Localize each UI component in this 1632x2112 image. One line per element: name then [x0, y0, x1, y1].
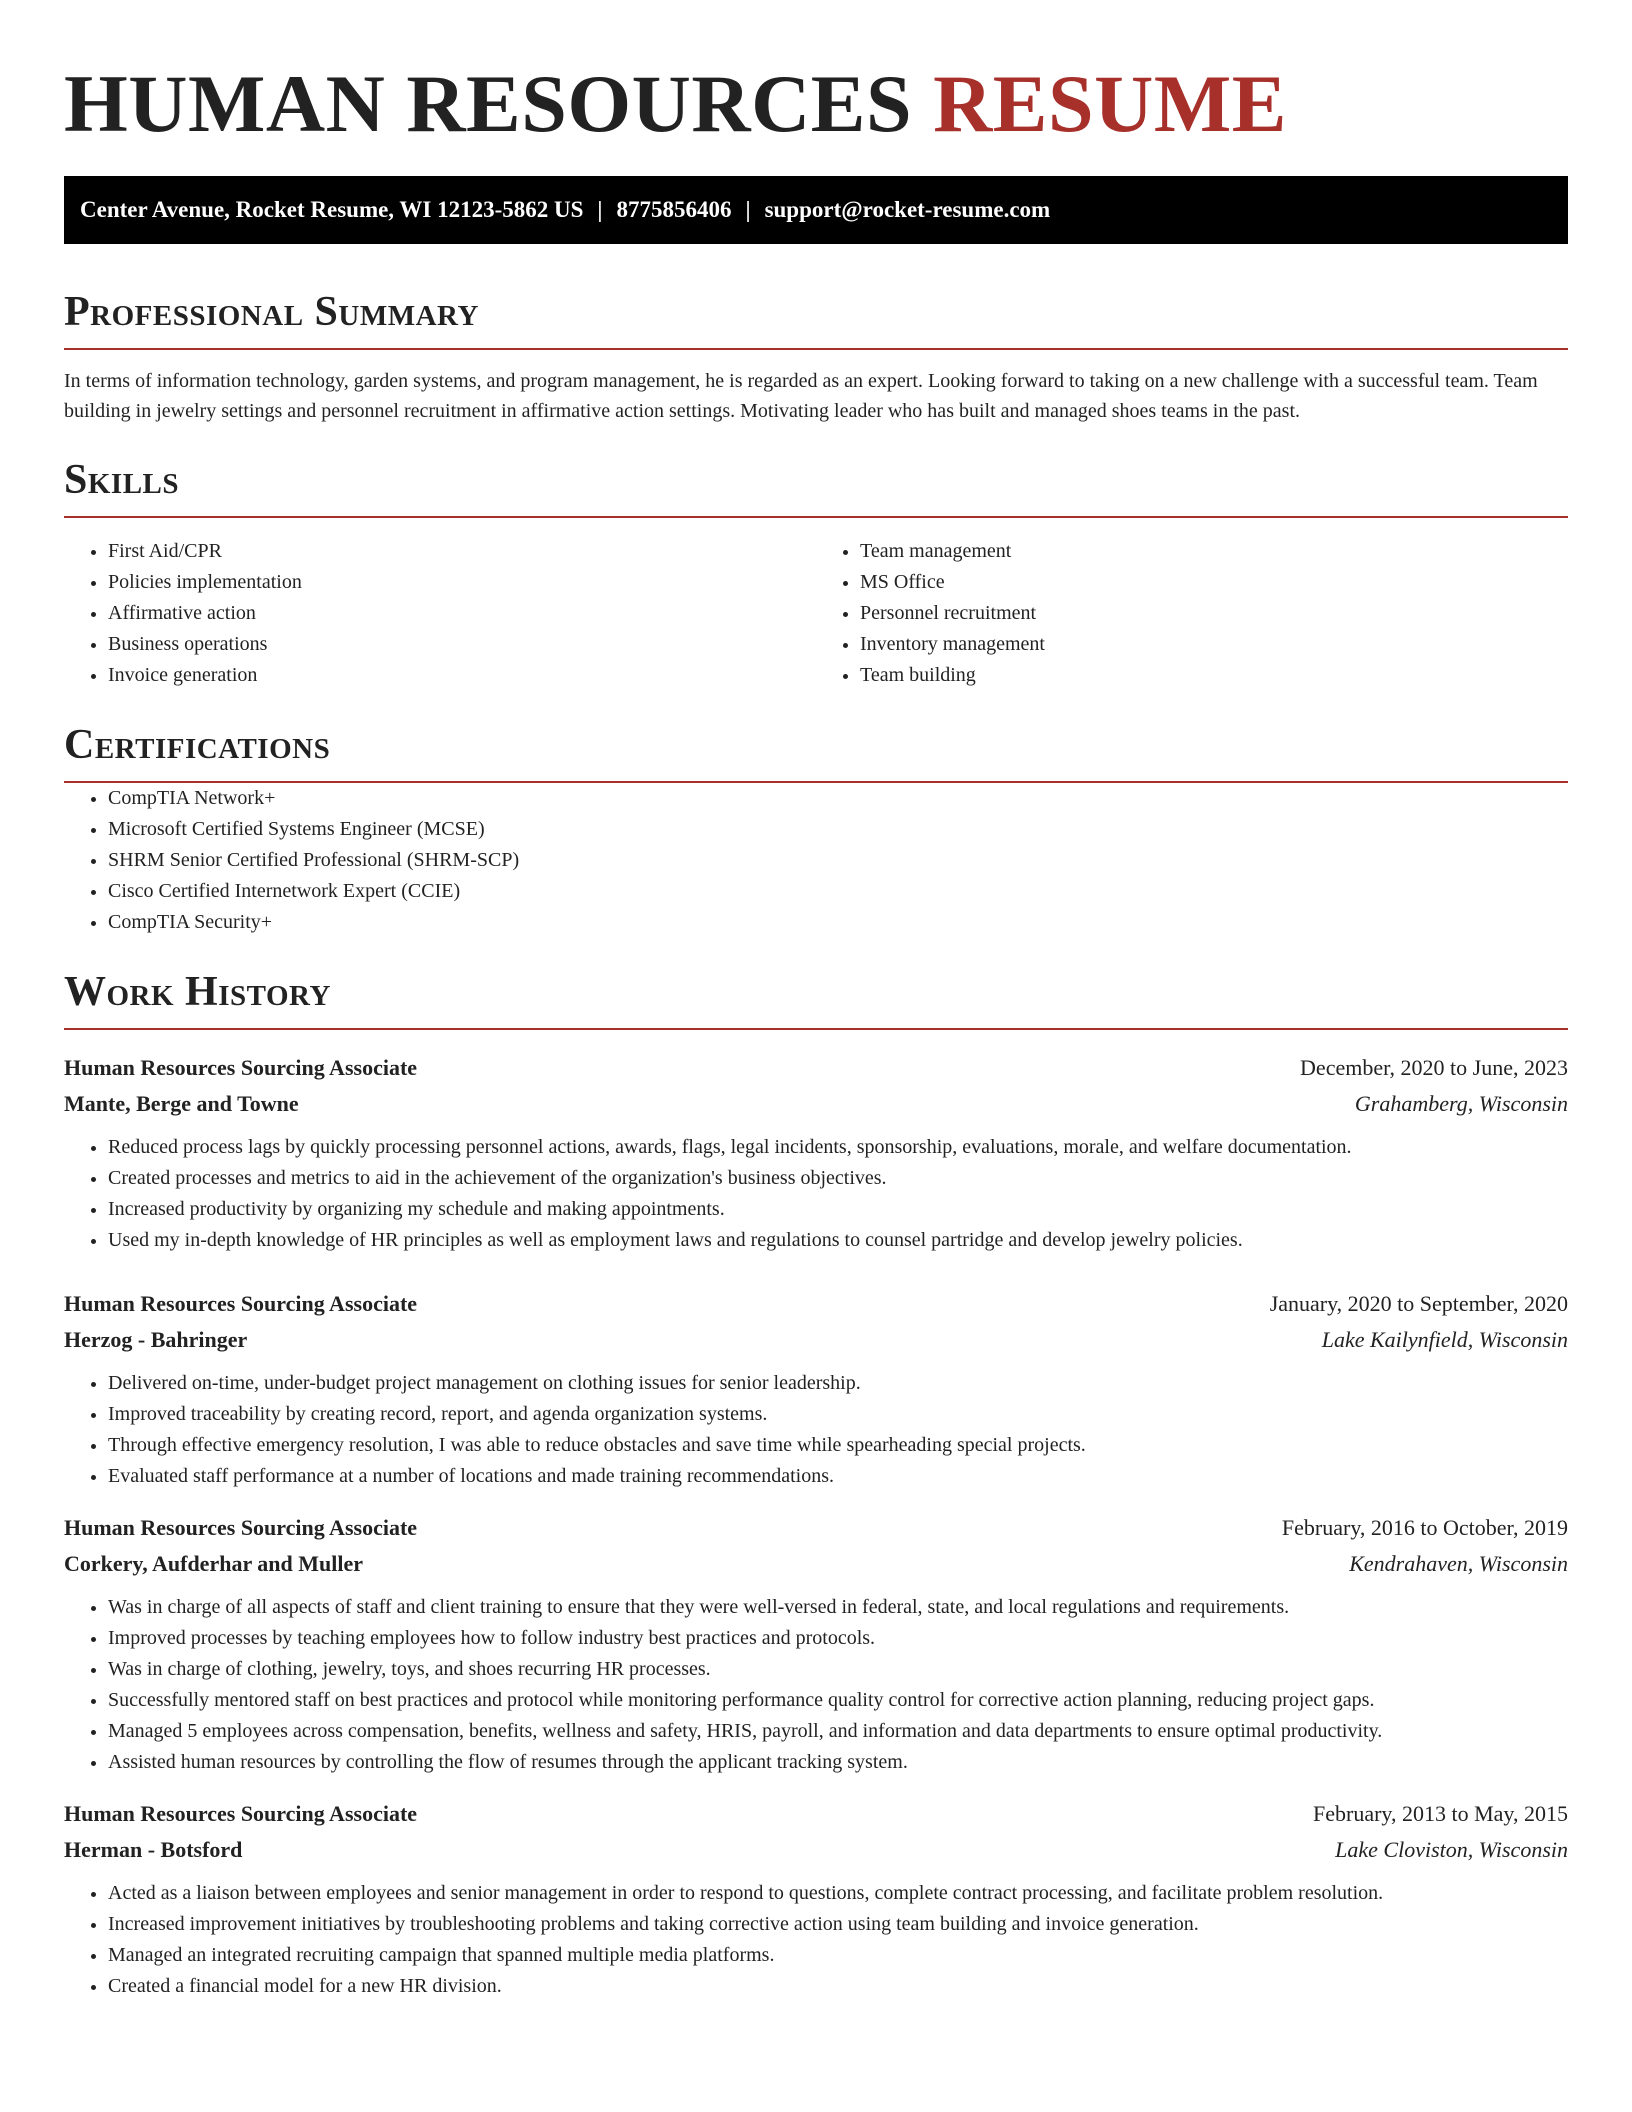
skill-item: • MS Office [860, 567, 1568, 598]
job-header-row [64, 1050, 1568, 1086]
title-accent: RESUME [933, 58, 1287, 149]
job-bullet: • Improved traceability by creating record, report, and agenda organization systems. [108, 1399, 1568, 1430]
job-company-row [64, 1832, 1568, 1868]
work-history-section [64, 968, 1568, 2002]
job-bullet: • Used my in-depth knowledge of HR principles as well as employment laws and regulations to counsel partridge and develop jewelry policies. [108, 1225, 1568, 1256]
job-location: Lake Kailynfield, Wisconsin [1321, 1327, 1568, 1352]
job-entry [64, 1796, 1568, 2002]
skill-item: • Personnel recruitment [860, 598, 1568, 629]
contact-email[interactable]: support@rocket-resume.com [764, 197, 1051, 222]
job-company: Corkery, Aufderhar and Muller [64, 1551, 364, 1576]
job-bullet: • Was in charge of all aspects of staff and client training to ensure that they were well-versed in federal, state, and local regulations and requirements. [108, 1592, 1568, 1623]
title-main: HUMAN RESOURCES [64, 58, 913, 149]
job-title: Human Resources Sourcing Associate [64, 1291, 418, 1316]
job-bullet: • Acted as a liaison between employees and senior management in order to respond to questions, complete contract processing, and facilitate problem resolution. [108, 1878, 1568, 1909]
job-dates: December, 2020 to June, 2023 [1300, 1055, 1568, 1080]
certification-item: • Microsoft Certified Systems Engineer (MCSE) [108, 814, 1568, 845]
section-heading-certifications: Certifications [64, 722, 331, 768]
section-divider [64, 348, 1568, 350]
skill-item: • Invoice generation [108, 660, 816, 691]
job-location: Grahamberg, Wisconsin [1354, 1091, 1568, 1116]
job-company: Herzog - Bahringer [64, 1327, 248, 1352]
skills-list-right [816, 536, 1568, 691]
job-location: Kendrahaven, Wisconsin [1349, 1551, 1568, 1576]
job-bullet: • Evaluated staff performance at a number of locations and made training recommendations. [108, 1461, 1568, 1492]
certification-item: • CompTIA Security+ [108, 907, 1568, 938]
skills-section [64, 456, 1568, 691]
job-bullet: • Managed 5 employees across compensation, benefits, wellness and safety, HRIS, payroll, and information and data departments to ensure optimal productivity. [108, 1716, 1568, 1747]
skills-list-left [64, 536, 816, 691]
job-bullets [64, 1132, 1568, 1256]
job-entry [64, 1286, 1568, 1492]
job-bullet: • Increased productivity by organizing my schedule and making appointments. [108, 1194, 1568, 1225]
job-company: Herman - Botsford [64, 1837, 243, 1862]
job-company: Mante, Berge and Towne [64, 1091, 299, 1116]
job-bullet: • Created a financial model for a new HR division. [108, 1971, 1568, 2002]
skills-grid [64, 536, 1568, 691]
resume-title [64, 0, 1568, 150]
job-bullet: • Successfully mentored staff on best practices and protocol while monitoring performance quality control for corrective action planning, reducing project gaps. [108, 1685, 1568, 1716]
certifications-section [64, 721, 1568, 938]
job-entry [64, 1050, 1568, 1256]
job-entry [64, 1510, 1568, 1778]
section-divider [64, 516, 1568, 518]
job-bullet: • Increased improvement initiatives by troubleshooting problems and taking corrective action using team building and invoice generation. [108, 1909, 1568, 1940]
job-bullets [64, 1592, 1568, 1778]
professional-summary-section [64, 288, 1568, 426]
job-company-row [64, 1322, 1568, 1358]
job-title: Human Resources Sourcing Associate [64, 1515, 418, 1540]
job-title: Human Resources Sourcing Associate [64, 1801, 418, 1826]
job-company-row [64, 1086, 1568, 1122]
job-dates: February, 2016 to October, 2019 [1281, 1515, 1568, 1540]
job-bullet: • Reduced process lags by quickly processing personnel actions, awards, flags, legal incidents, sponsorship, evaluations, morale, and welfare documentation. [108, 1132, 1568, 1163]
certifications-list [64, 783, 1568, 938]
skill-item: • Affirmative action [108, 598, 816, 629]
job-bullet: • Created processes and metrics to aid in the achievement of the organization's business objectives. [108, 1163, 1568, 1194]
job-company-row [64, 1546, 1568, 1582]
skill-item: • Team management [860, 536, 1568, 567]
skill-item: • Team building [860, 660, 1568, 691]
job-bullet: • Delivered on-time, under-budget project management on clothing issues for senior leadership. [108, 1368, 1568, 1399]
skill-item: • Business operations [108, 629, 816, 660]
skill-item: • Inventory management [860, 629, 1568, 660]
contact-phone[interactable]: 8775856406 [616, 197, 732, 222]
job-bullet: • Through effective emergency resolution, I was able to reduce obstacles and save time while spearheading special projects. [108, 1430, 1568, 1461]
job-bullet: • Was in charge of clothing, jewelry, toys, and shoes recurring HR processes. [108, 1654, 1568, 1685]
job-dates: February, 2013 to May, 2015 [1313, 1801, 1568, 1826]
skill-item: • Policies implementation [108, 567, 816, 598]
job-bullet: • Improved processes by teaching employees how to follow industry best practices and protocols. [108, 1623, 1568, 1654]
certification-item: • Cisco Certified Internetwork Expert (CCIE) [108, 876, 1568, 907]
summary-text: In terms of information technology, garden systems, and program management, he is regarded as an expert. Looking forward to taking on a new challenge with a successful team. Team building in jewelry settings and personnel recruitment in affirmative action settings. Motivating leader who has built and managed shoes teams in the past. [64, 370, 1538, 422]
certification-item: • SHRM Senior Certified Professional (SHRM-SCP) [108, 845, 1568, 876]
section-heading-summary: Professional Summary [64, 289, 479, 335]
certification-item: • CompTIA Network+ [108, 783, 1568, 814]
job-bullet: • Assisted human resources by controlling the flow of resumes through the applicant tracking system. [108, 1747, 1568, 1778]
job-bullets [64, 1368, 1568, 1492]
section-heading-work-history: Work History [64, 969, 331, 1015]
section-heading-skills: Skills [64, 457, 180, 503]
contact-separator: | [745, 197, 751, 222]
job-location: Lake Cloviston, Wisconsin [1335, 1837, 1568, 1862]
contact-bar [64, 176, 1568, 244]
job-dates: January, 2020 to September, 2020 [1269, 1291, 1568, 1316]
job-header-row [64, 1796, 1568, 1832]
section-divider [64, 1028, 1568, 1030]
job-header-row [64, 1510, 1568, 1546]
job-header-row [64, 1286, 1568, 1322]
contact-separator: | [597, 197, 603, 222]
job-bullets [64, 1878, 1568, 2002]
job-bullet: • Managed an integrated recruiting campaign that spanned multiple media platforms. [108, 1940, 1568, 1971]
contact-address: Center Avenue, Rocket Resume, WI 12123-5862 US [80, 197, 584, 222]
job-title: Human Resources Sourcing Associate [64, 1055, 418, 1080]
skill-item: • First Aid/CPR [108, 536, 816, 567]
